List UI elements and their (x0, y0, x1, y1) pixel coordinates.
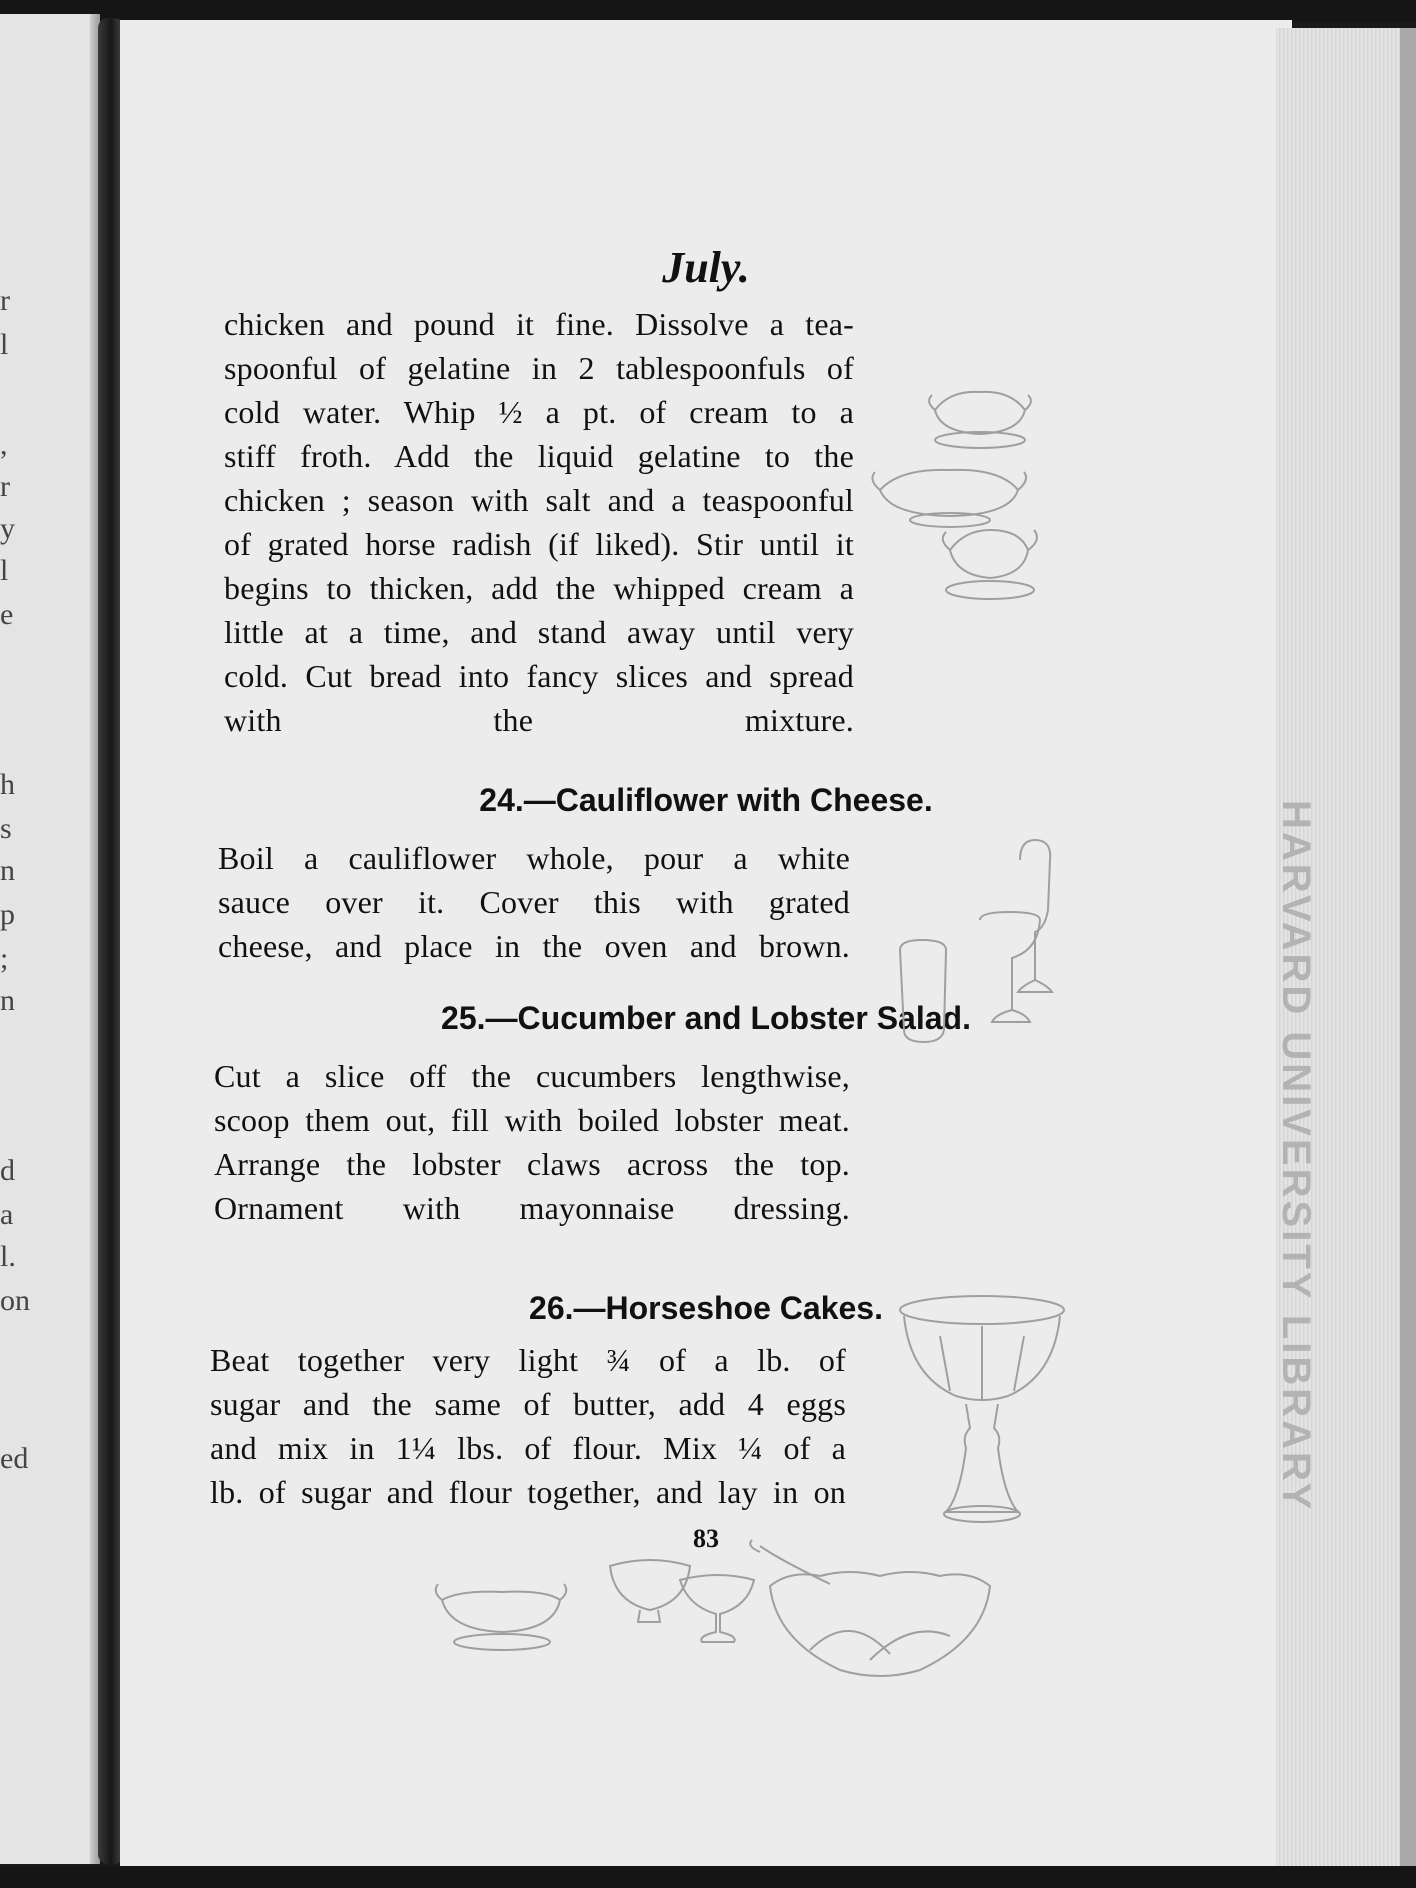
left-page-fragment: e (0, 598, 14, 631)
text-line: Beat together very light ¾ of a lb. of (210, 1342, 846, 1378)
text-line: Boil a cauliflower whole, pour a white (218, 840, 850, 876)
compote-illustration (900, 1296, 1070, 1536)
scan-top-border (0, 0, 1416, 22)
text-line: begins to thicken, add the whipped cream a (224, 570, 854, 606)
text-line: Cut a slice off the cucumbers lengthwise, (214, 1058, 850, 1094)
text-line: spoonful of gelatine in 2 tablespoonfuls of (224, 350, 854, 386)
left-page-fragment: d (0, 1154, 15, 1187)
text-line: chicken and pound it fine. Dissolve a tea- (224, 306, 854, 342)
text-line: stiff froth. Add the liquid gelatine to the (224, 438, 854, 474)
left-page-fragment: on (0, 1284, 30, 1317)
text-line: little at a time, and stand away until very (224, 614, 854, 650)
left-page-fragment: r (0, 284, 10, 317)
library-stamp: HARVARD UNIVERSITY LIBRARY (1274, 800, 1318, 1513)
left-page-fragment: n (0, 854, 15, 887)
left-page-fragment: s (0, 812, 12, 845)
text-line: sauce over it. Cover this with grated (218, 884, 850, 920)
book-page-right (120, 20, 1292, 1866)
left-page-fragment: h (0, 768, 15, 801)
recipe-title: 24.—Cauliflower with Cheese. (479, 782, 933, 818)
page-number: 83 (693, 1524, 719, 1553)
recipe-body (214, 1054, 850, 1230)
recipe-body (218, 836, 850, 968)
punch-bowl-set-illustration (490, 1540, 1090, 1700)
text-line: cold. Cut bread into fancy slices and spread (224, 658, 854, 694)
text-line: of grated horse radish (if liked). Stir until it (224, 526, 854, 562)
left-page-fragment: r (0, 470, 10, 503)
text-line: lb. of sugar and flour together, and lay in on (210, 1474, 846, 1510)
sugar-bowls-illustration (920, 380, 1040, 620)
left-page-fragment: , (0, 428, 8, 461)
scan-bottom-border (0, 1866, 1416, 1888)
recipe-body (210, 1338, 846, 1514)
text-line: sugar and the same of butter, add 4 eggs (210, 1386, 846, 1422)
page-block-edge-shadow (1400, 28, 1416, 1866)
text-line: Arrange the lobster claws across the top. (214, 1146, 850, 1182)
text-line: Ornament with mayonnaise dressing. (214, 1190, 850, 1226)
left-page-fragment: l (0, 554, 9, 587)
text-line: with the mixture. (224, 702, 854, 738)
recipe-title: 26.—Horseshoe Cakes. (529, 1290, 883, 1326)
left-page-fragment: l (0, 328, 9, 361)
left-page-fragment: p (0, 898, 15, 931)
text-line: and mix in 1¼ lbs. of flour. Mix ¼ of a (210, 1430, 846, 1466)
left-page-fragment: n (0, 984, 15, 1017)
glassware-illustration (930, 840, 1050, 1040)
text-line: scoop them out, fill with boiled lobster meat. (214, 1102, 850, 1138)
left-page-fragment: ed (0, 1442, 29, 1475)
left-facing-page (0, 14, 100, 1864)
left-page-fragment: y (0, 512, 15, 545)
left-page-fragment: ; (0, 942, 9, 975)
text-line: cheese, and place in the oven and brown. (218, 928, 850, 964)
text-line: chicken ; season with salt and a teaspoonful (224, 482, 854, 518)
intro-paragraph (224, 302, 854, 742)
left-page-fragment: a (0, 1198, 14, 1231)
text-line: cold water. Whip ½ a pt. of cream to a (224, 394, 854, 430)
recipe-title: 25.—Cucumber and Lobster Salad. (441, 1000, 971, 1036)
page-running-head: July. (662, 243, 750, 292)
left-page-fragment: l. (0, 1240, 16, 1273)
